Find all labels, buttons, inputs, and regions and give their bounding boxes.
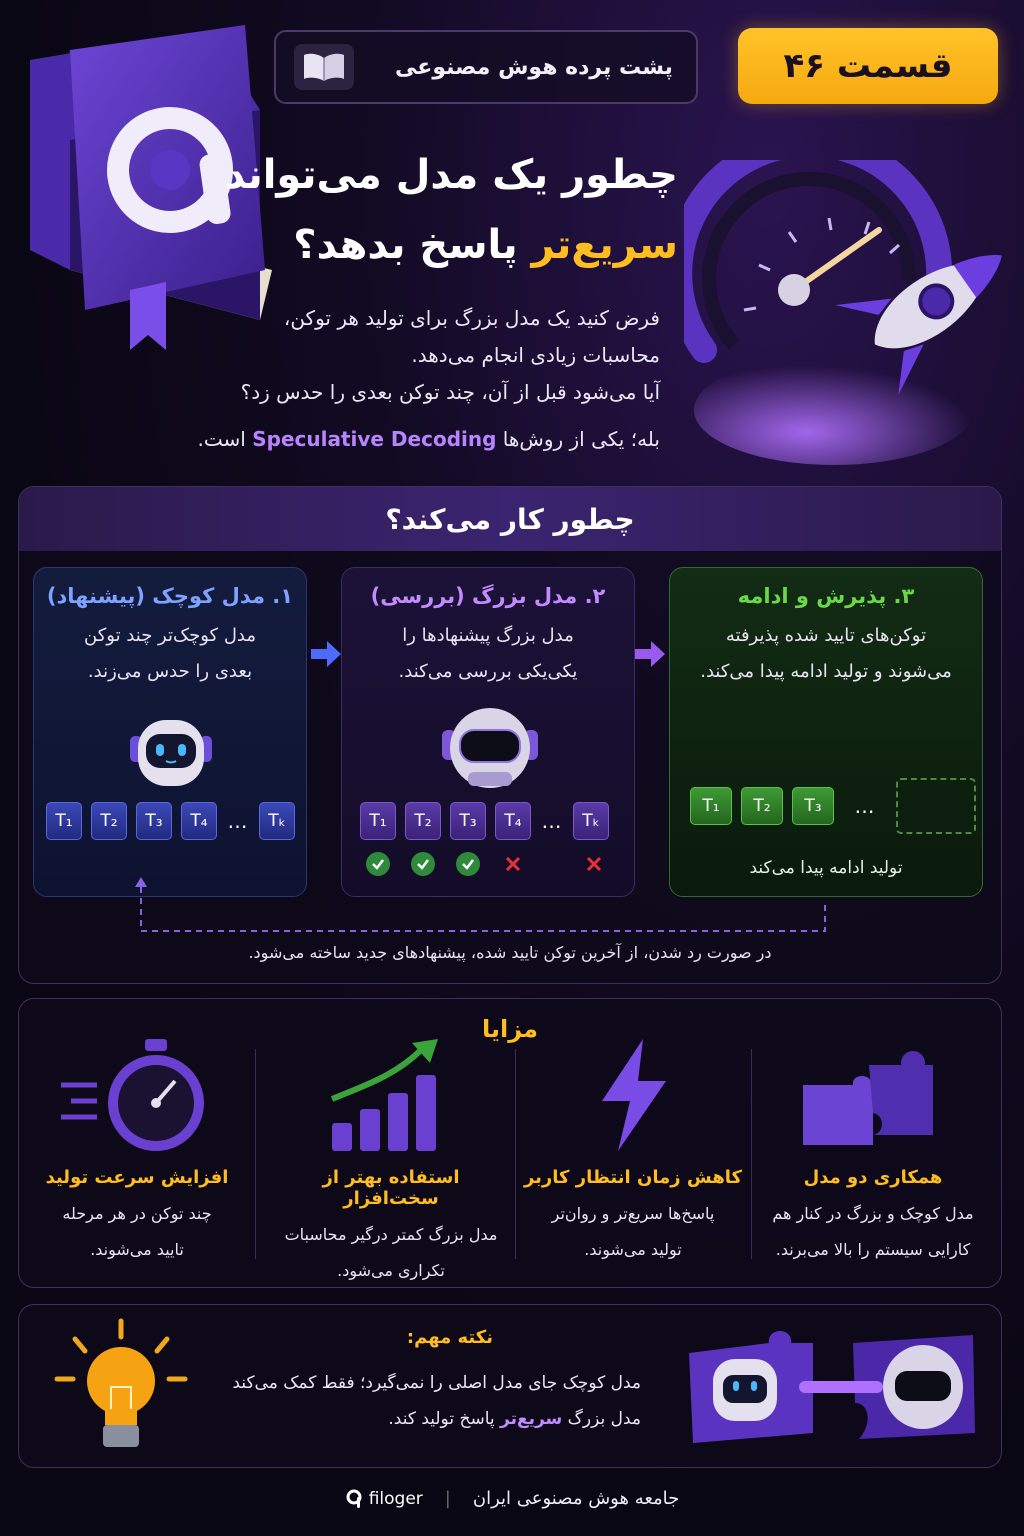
next-token-placeholder — [896, 778, 976, 834]
step-3-footer: تولید ادامه پیدا می‌کند — [749, 858, 903, 878]
series-banner — [274, 30, 698, 104]
note-line-2-post: پاسخ تولید کند. — [388, 1409, 501, 1429]
draft-token-row — [46, 802, 295, 840]
step-1-desc-2: بعدی را حدس می‌زند. — [87, 661, 253, 682]
benefit-4-desc-1: چند توکن در هر مرحله — [62, 1204, 212, 1223]
divider — [515, 1049, 516, 1259]
stopwatch-icon — [19, 1025, 255, 1155]
intro-line-3: آیا می‌شود قبل از آن، چند توکن بعدی را حدس زد؟ — [240, 380, 660, 404]
bar-growth-icon — [273, 1025, 509, 1155]
open-book-icon — [294, 44, 354, 90]
benefit-1-title: همکاری دو مدل — [803, 1167, 943, 1188]
check-icon — [366, 852, 390, 876]
token: Tₖ — [259, 802, 295, 840]
accepted-token-row — [690, 778, 976, 834]
intro-text — [100, 300, 660, 458]
verify-token-row — [360, 802, 609, 840]
episode-badge — [738, 28, 998, 104]
benefits-heading: مزایا — [481, 1015, 539, 1043]
speculative-decoding-term: Speculative Decoding — [252, 427, 497, 451]
title-line-2: پاسخ بدهد؟ — [293, 222, 532, 268]
step-1-desc-1: مدل کوچک‌تر چند توکن — [84, 625, 256, 646]
step-2-title: ۲. مدل بزرگ (بررسی) — [370, 584, 606, 608]
step-3-desc-1: توکن‌های تایید شده پذیرفته — [725, 625, 927, 646]
title-accent: سریع‌تر — [531, 222, 678, 268]
title-line-1: چطور یک مدل می‌تواند — [224, 152, 678, 198]
benefit-4-title: افزایش سرعت تولید — [45, 1167, 229, 1188]
series-title: پشت پرده هوش مصنوعی — [395, 54, 673, 80]
token-ellipsis: … — [227, 809, 249, 833]
token: T₄ — [495, 802, 531, 840]
step-accept-continue — [669, 567, 983, 897]
token-ellipsis: … — [541, 809, 563, 833]
step-large-model — [341, 567, 635, 897]
how-it-works-section — [18, 486, 1002, 984]
token: T₃ — [450, 802, 486, 840]
token: T₁ — [360, 802, 396, 840]
benefit-4-desc-2: تایید می‌شوند. — [90, 1240, 184, 1259]
right-arrow-icon — [633, 637, 667, 675]
episode-label: قسمت ۴۶ — [783, 46, 953, 86]
step-2-desc-2: یکی‌یکی بررسی می‌کند. — [398, 661, 578, 682]
note-accent: سریع‌تر — [500, 1409, 563, 1429]
right-arrow-icon — [309, 637, 343, 675]
verification-marks — [366, 852, 606, 876]
speedometer-rocket-illustration — [684, 160, 1014, 480]
benefit-1-desc-1: مدل کوچک و بزرگ در کنار هم — [772, 1204, 974, 1223]
important-note-section — [18, 1304, 1002, 1468]
benefit-2-desc-1: پاسخ‌ها سریع‌تر و روان‌تر — [551, 1204, 715, 1223]
filoger-logo — [345, 1489, 423, 1509]
check-icon — [456, 852, 480, 876]
intro-line-2: محاسبات زیادی انجام می‌دهد. — [411, 343, 660, 367]
benefit-collaboration — [755, 1025, 991, 1275]
benefit-hardware — [273, 1025, 509, 1280]
intro-line-1: فرض کنید یک مدل بزرگ برای تولید هر توکن، — [283, 306, 660, 330]
filoger-logo-icon — [345, 1489, 363, 1509]
divider — [751, 1049, 752, 1259]
lightning-icon — [515, 1025, 751, 1155]
footer — [0, 1488, 1024, 1509]
step-small-model — [33, 567, 307, 897]
puzzle-icon — [755, 1025, 991, 1155]
benefit-3-desc-2: تکراری می‌شود. — [337, 1261, 445, 1280]
benefit-speed — [19, 1025, 255, 1275]
token: T₂ — [405, 802, 441, 840]
token: Tₖ — [573, 802, 609, 840]
cross-icon — [501, 852, 525, 876]
note-line-2-pre: مدل بزرگ — [562, 1409, 641, 1429]
brand-name: filoger — [368, 1488, 423, 1509]
step-3-title: ۳. پذیرش و ادامه — [737, 584, 915, 608]
divider — [255, 1049, 256, 1259]
step-3-desc-2: می‌شوند و تولید ادامه پیدا می‌کند. — [700, 661, 952, 682]
step-1-title: ۱. مدل کوچک (پیشنهاد) — [46, 584, 294, 608]
step-2-desc-1: مدل بزرگ پیشنهادها را — [402, 625, 574, 646]
robots-puzzle-illustration — [683, 1323, 983, 1457]
small-robot-icon — [126, 714, 216, 798]
token: T₄ — [181, 802, 217, 840]
feedback-note: در صورت رد شدن، از آخرین توکن تایید شده، پیشنهادهای جدید ساخته می‌شود. — [248, 943, 772, 962]
note-line-1: مدل کوچک جای مدل اصلی را نمی‌گیرد؛ فقط کمک می‌کند — [232, 1373, 641, 1393]
token: T₂ — [741, 787, 783, 825]
how-heading: چطور کار می‌کند؟ — [19, 487, 1001, 551]
large-robot-icon — [438, 702, 542, 796]
token: T₁ — [690, 787, 732, 825]
note-body — [141, 1365, 641, 1437]
token-ellipsis: … — [854, 794, 876, 818]
intro-line-4-pre: بله؛ یکی از روش‌ها — [496, 427, 660, 451]
token: T₂ — [91, 802, 127, 840]
benefit-latency — [515, 1025, 751, 1275]
page-title — [178, 140, 678, 280]
community-name: جامعه هوش مصنوعی ایران — [472, 1488, 680, 1509]
token: T₃ — [792, 787, 834, 825]
benefit-2-title: کاهش زمان انتظار کاربر — [523, 1167, 743, 1188]
token: T₁ — [46, 802, 82, 840]
intro-line-4-post: است. — [197, 427, 253, 451]
footer-divider: | — [444, 1488, 451, 1509]
benefit-2-desc-2: تولید می‌شوند. — [584, 1240, 682, 1259]
check-icon — [411, 852, 435, 876]
benefit-1-desc-2: کارایی سیستم را بالا می‌برند. — [775, 1240, 971, 1259]
benefit-3-title: استفاده بهتر از سخت‌افزار — [322, 1167, 460, 1209]
cross-icon — [582, 852, 606, 876]
benefits-section — [18, 998, 1002, 1288]
feedback-loop-arrow — [135, 875, 835, 939]
note-title: نکته مهم: — [406, 1327, 493, 1348]
benefit-3-desc-1: مدل بزرگ کمتر درگیر محاسبات — [284, 1225, 498, 1244]
token: T₃ — [136, 802, 172, 840]
